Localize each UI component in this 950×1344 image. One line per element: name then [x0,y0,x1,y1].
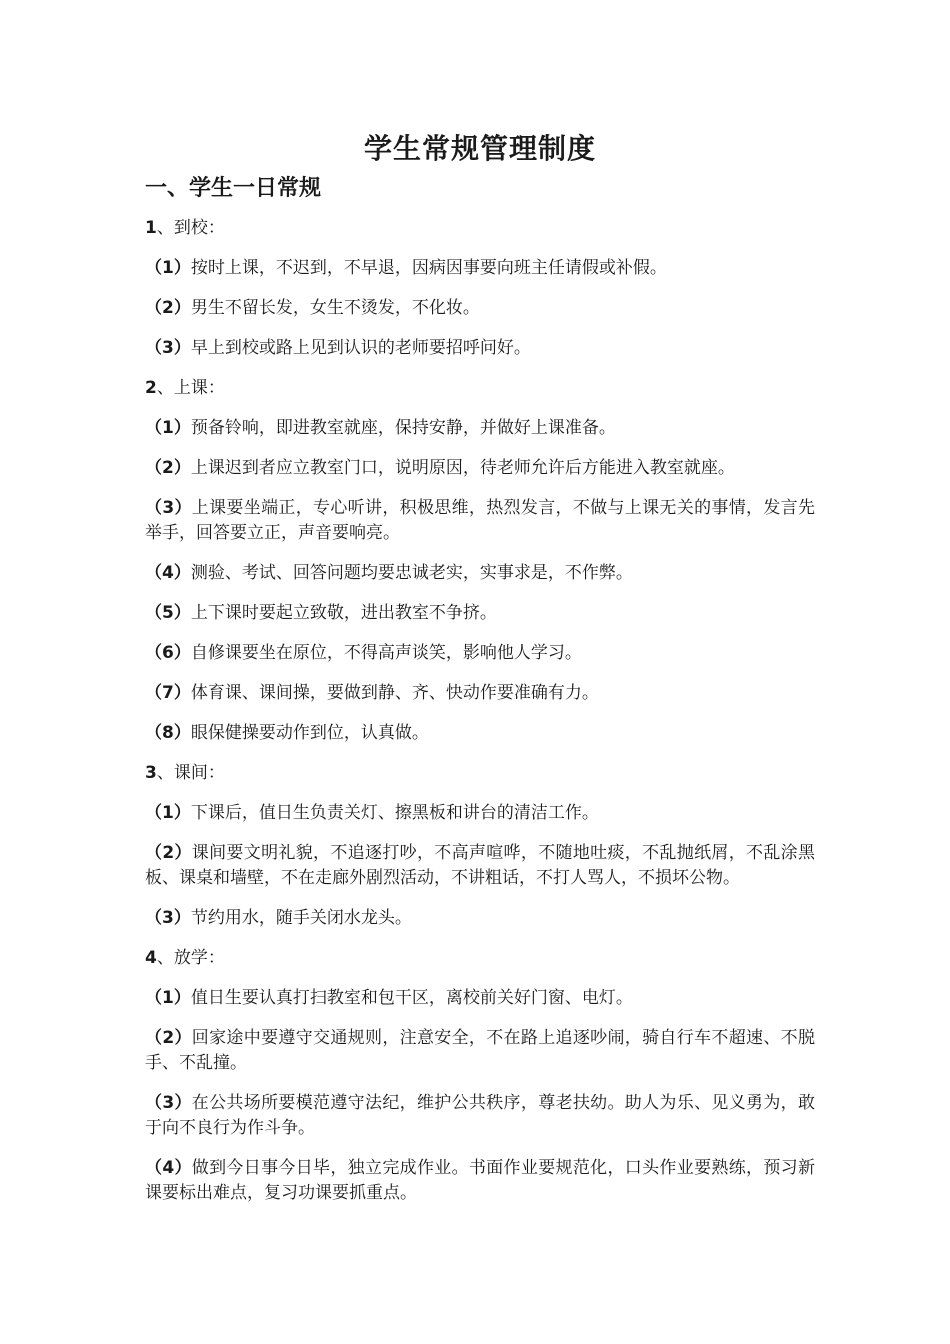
list-item [145,681,815,706]
list-item [145,721,815,746]
item-text: 眼保健操要动作到位，认真做。 [190,723,429,743]
item-number: （1） [145,988,191,1008]
item-text: 预备铃响，即进教室就座，保持安静，并做好上课准备。 [190,418,616,438]
section-heading: 一、学生一日常规 [145,176,322,201]
subheading-label: 、课间： [156,763,225,783]
list-item [145,1091,815,1141]
item-number: （4） [145,1158,192,1178]
document-page [145,128,815,1221]
item-number: （3） [145,1093,192,1113]
item-text: 在公共场所要模范遵守法纪，维护公共秩序，尊老扶幼。助人为乐、见义勇为，敢于向不良行为作斗争。 [145,1093,815,1138]
document-title: 学生常规管理制度 [363,132,596,165]
item-text: 体育课、课间操，要做到静、齐、快动作要准确有力。 [190,683,599,703]
subheading-dismissal [145,946,815,971]
item-text: 早上到校或路上见到认识的老师要招呼问好。 [190,338,531,358]
list-item [145,296,815,321]
item-text: 值日生要认真打扫教室和包干区，离校前关好门窗、电灯。 [190,988,633,1008]
item-number: （5） [145,603,191,623]
list-item [145,841,815,891]
item-text: 回家途中要遵守交通规则，注意安全，不在路上追逐吵闹，骑自行车不超速、不脱手、不乱撞。 [145,1028,815,1073]
item-text: 节约用水，随手关闭水龙头。 [190,908,412,928]
subheading-number: 3 [145,763,157,783]
item-text: 上课迟到者应立教室门口，说明原因，待老师允许后方能进入教室就座。 [190,458,735,478]
item-number: （1） [145,418,191,438]
item-number: （6） [145,643,191,663]
item-text: 测验、考试、回答问题均要忠诚老实，实事求是，不作弊。 [190,563,633,583]
item-number: （8） [145,723,191,743]
subheading-break [145,761,815,786]
item-text: 上课要坐端正，专心听讲，积极思维，热烈发言，不做与上课无关的事情，发言先举手，回答要立正，声音要响亮。 [145,498,815,543]
subheading-number: 2 [145,378,157,398]
item-number: （2） [145,843,192,863]
item-number: （1） [145,258,191,278]
list-item [145,496,815,546]
item-number: （2） [145,1028,192,1048]
subheading-label: 、上课： [156,378,225,398]
item-text: 下课后，值日生负责关灯、擦黑板和讲台的清洁工作。 [190,803,599,823]
item-text: 按时上课，不迟到，不早退，因病因事要向班主任请假或补假。 [190,258,667,278]
list-item [145,336,815,361]
item-text: 做到今日事今日毕，独立完成作业。书面作业要规范化，口头作业要熟练，预习新课要标出难点，复习功课要抓重点。 [145,1158,815,1203]
list-item [145,601,815,626]
subheading-arrival [145,216,815,241]
item-number: （3） [145,338,191,358]
list-item [145,641,815,666]
item-text: 男生不留长发，女生不烫发，不化妆。 [190,298,480,318]
item-number: （3） [145,498,192,518]
list-item [145,986,815,1011]
item-number: （2） [145,458,191,478]
list-item [145,906,815,931]
subheading-label: 、到校： [156,218,225,238]
item-number: （3） [145,908,191,928]
item-text: 课间要文明礼貌，不追逐打吵，不高声喧哗，不随地吐痰，不乱抛纸屑，不乱涂黑板、课桌和墙壁，不在走廊外剧烈活动，不讲粗话，不打人骂人，不损坏公物。 [145,843,815,888]
subheading-number: 1 [145,218,157,238]
list-item [145,256,815,281]
list-item [145,456,815,481]
item-number: （4） [145,563,191,583]
item-text: 自修课要坐在原位，不得高声谈笑，影响他人学习。 [190,643,582,663]
subheading-number: 4 [145,948,157,968]
list-item [145,561,815,586]
item-text: 上下课时要起立致敬，进出教室不争挤。 [190,603,497,623]
list-item [145,1156,815,1206]
list-item [145,416,815,441]
list-item [145,1026,815,1076]
item-number: （7） [145,683,191,703]
item-number: （1） [145,803,191,823]
subheading-label: 、放学： [156,948,225,968]
item-number: （2） [145,298,191,318]
list-item [145,801,815,826]
subheading-class [145,376,815,401]
